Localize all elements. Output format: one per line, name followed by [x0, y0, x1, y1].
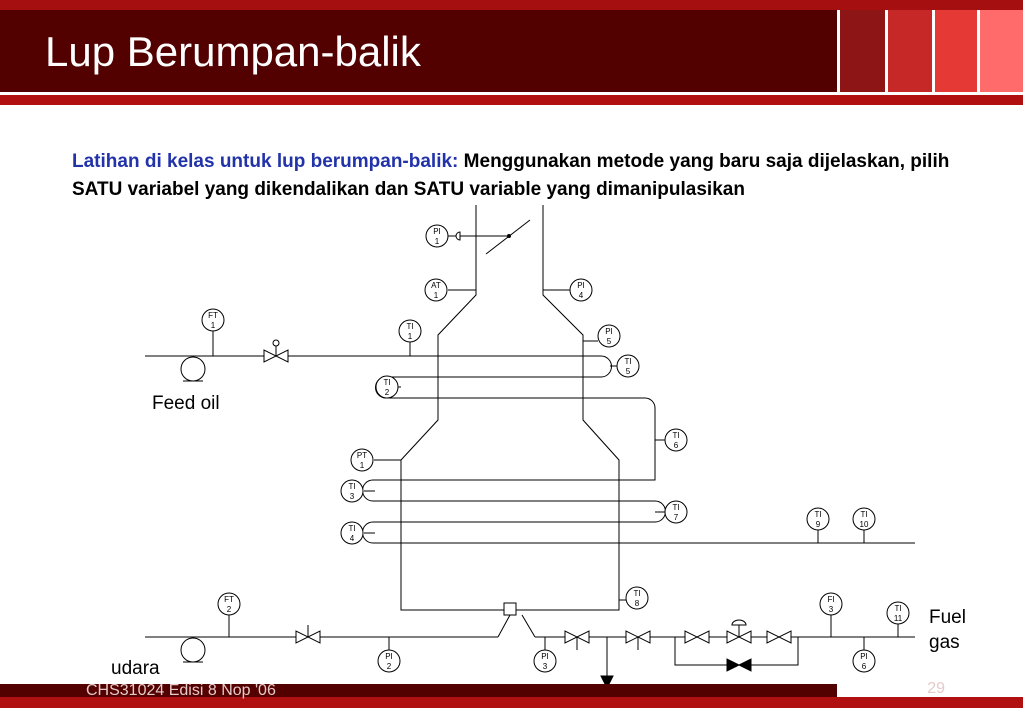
burner	[504, 603, 516, 615]
instrument-ti1	[399, 320, 421, 342]
instrument-ti10	[853, 508, 875, 530]
instrument-number: 6	[861, 662, 867, 671]
udara-label: udara	[111, 658, 160, 679]
instrument-tag: FT	[208, 311, 218, 320]
fuel-valve-4	[767, 631, 791, 643]
instrument-number: 7	[673, 513, 679, 522]
instrument-tag: FT	[224, 595, 234, 604]
instrument-number: 5	[625, 367, 631, 376]
instrument-tag: TI	[383, 378, 391, 387]
instrument-ti6	[665, 429, 687, 451]
instrument-tag: TI	[348, 524, 356, 533]
instrument-number: 9	[815, 520, 821, 529]
intro-highlight: Latihan di kelas untuk lup berumpan-balik:	[72, 151, 459, 172]
process-lines	[145, 205, 915, 700]
instrument-ti2	[376, 376, 398, 398]
instrument-tag: TI	[894, 604, 902, 613]
instrument-tag: TI	[633, 589, 641, 598]
instrument-pi1	[426, 225, 448, 247]
instrument-number: 3	[828, 605, 834, 614]
instrument-number: 1	[210, 321, 216, 330]
instrument-number: 1	[433, 291, 439, 300]
instrument-ft2	[218, 593, 240, 615]
bypass-valve	[727, 659, 751, 671]
instrument-tag: AT	[431, 281, 441, 290]
instrument-number: 1	[407, 332, 413, 341]
instrument-ti5	[617, 355, 639, 377]
furnace-body	[401, 205, 619, 610]
process-coil	[363, 356, 916, 543]
instrument-number: 2	[226, 605, 232, 614]
damper-pivot	[508, 235, 511, 238]
feed-oil-label: Feed oil	[152, 393, 220, 414]
instrument-tag: TI	[624, 357, 632, 366]
instrument-ti9	[807, 508, 829, 530]
instrument-ti8	[626, 587, 648, 609]
fuel-control-valve-actuator	[732, 620, 746, 625]
instrument-pt1	[351, 449, 373, 471]
feed-oil-pump	[181, 357, 205, 381]
instrument-ti4	[341, 522, 363, 544]
burner-air-inlet	[498, 615, 510, 637]
intro-rest: Menggunakan metode yang baru saja dijelaskan, pilih SATU variabel yang dikendalikan dan SATU variable yang dimanipulasikan	[72, 151, 950, 200]
instrument-number: 3	[542, 662, 548, 671]
instrument-number: 2	[384, 388, 390, 397]
fuel-valve-3	[685, 631, 709, 643]
air-blower	[181, 638, 205, 662]
instrument-number: 2	[386, 662, 392, 671]
instrument-tag: TI	[406, 322, 414, 331]
instrument-tag: PI	[433, 227, 441, 236]
instrument-ti7	[665, 501, 687, 523]
page-number: 29	[927, 680, 945, 697]
instrument-number: 4	[349, 534, 355, 543]
pi1-tap	[456, 232, 460, 240]
instrument-tag: PI	[605, 327, 613, 336]
instrument-pi3	[534, 650, 556, 672]
instrument-number: 1	[359, 461, 365, 470]
instrument-pi2	[378, 650, 400, 672]
instrument-tag: PI	[860, 652, 868, 661]
instrument-tag: PI	[577, 281, 585, 290]
instrument-pi5	[598, 325, 620, 347]
instrument-number: 5	[606, 337, 612, 346]
instrument-tag: FI	[827, 595, 835, 604]
instrument-number: 11	[893, 614, 903, 623]
feed-oil-valve-actuator	[273, 340, 279, 346]
instrument-pi6	[853, 650, 875, 672]
instrument-ti3	[341, 480, 363, 502]
instrument-ft1	[202, 309, 224, 331]
instrument-number: 8	[634, 599, 640, 608]
instrument-fi3	[820, 593, 842, 615]
instrument-tag: TI	[672, 503, 680, 512]
instrument-number: 3	[349, 492, 355, 501]
instrument-tag: TI	[348, 482, 356, 491]
instrument-tag: TI	[672, 431, 680, 440]
instrument-pi4	[570, 279, 592, 301]
instrument-tag: PI	[541, 652, 549, 661]
valves	[264, 340, 791, 700]
burner-gas-inlet	[522, 615, 535, 637]
instrument-ti11	[887, 602, 909, 624]
instrument-tag: TI	[814, 510, 822, 519]
footer-course-label: CHS31024 Edisi 8 Nop '06	[86, 682, 276, 699]
instrument-tag: PT	[356, 451, 368, 460]
instrument-tag: PI	[385, 652, 393, 661]
instrument-at1	[425, 279, 447, 301]
fuel-gas-label: Fuel gas	[929, 607, 966, 653]
fuel-gas-bypass	[675, 637, 798, 665]
instrument-number: 10	[859, 520, 869, 529]
slide-title: Lup Berumpan-balik	[45, 28, 421, 75]
instrument-number: 1	[434, 237, 440, 246]
instrument-number: 4	[578, 291, 584, 300]
instrument-tag: TI	[860, 510, 868, 519]
instrument-number: 6	[673, 441, 679, 450]
